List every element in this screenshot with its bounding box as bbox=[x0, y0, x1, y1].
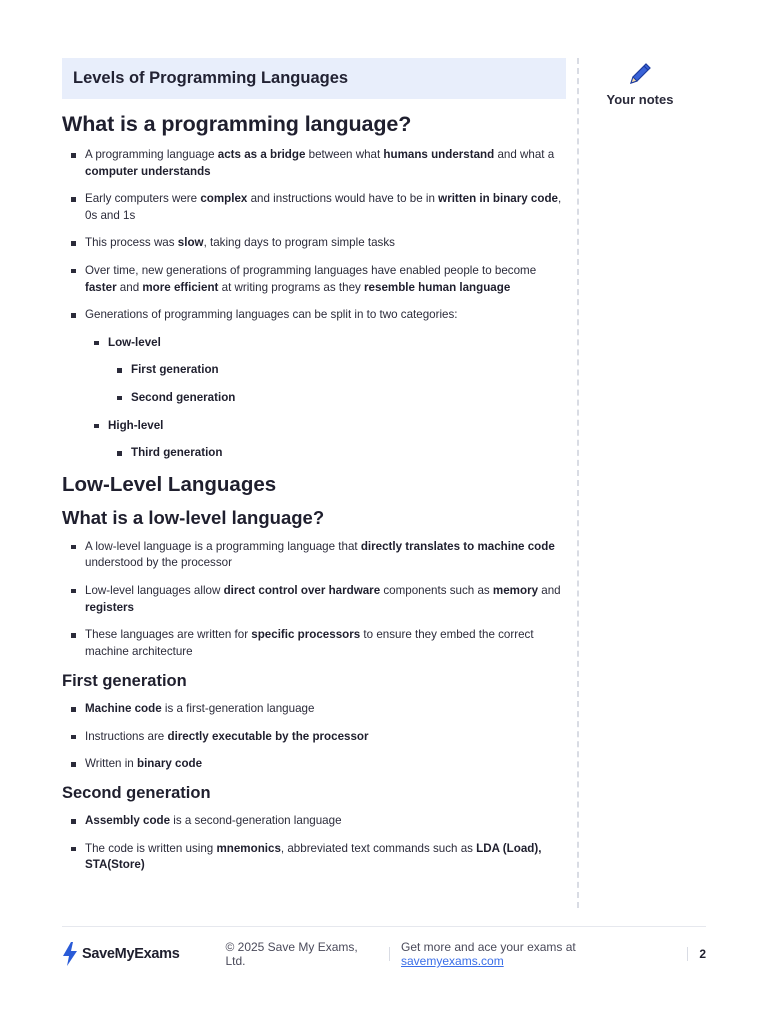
list-item: The code is written using mnemonics, abbreviated text commands such as LDA (Load), STA(Store) bbox=[62, 841, 566, 874]
list-item: Generations of programming languages can be split in to two categories: bbox=[62, 307, 566, 324]
page-footer bbox=[62, 940, 706, 968]
footer-divider bbox=[62, 926, 706, 927]
cta-text: Get more and ace your exams at bbox=[401, 940, 576, 954]
generation-item: First generation bbox=[62, 362, 566, 379]
list-item: Early computers were complex and instructions would have to be in written in binary code, 0s and 1s bbox=[62, 191, 566, 224]
list-item: Over time, new generations of programming languages have enabled people to become faster and more efficient at writing programs as they resemble human language bbox=[62, 263, 566, 296]
heading-what-is-programming-language: What is a programming language? bbox=[62, 112, 412, 136]
copyright-text: © 2025 Save My Exams, Ltd. bbox=[225, 940, 358, 968]
heading-what-is-low-level: What is a low-level language? bbox=[62, 506, 325, 528]
pencil-icon bbox=[626, 60, 654, 88]
list-item: A programming language acts as a bridge between what humans understand and what a computer understands bbox=[62, 147, 566, 180]
content-column bbox=[62, 58, 566, 885]
list-item: Assembly code is a second-generation language bbox=[62, 813, 566, 830]
generation-item: Third generation bbox=[62, 445, 566, 462]
footer-separator bbox=[687, 947, 688, 961]
intro-list bbox=[62, 147, 566, 324]
heading-low-level-languages: Low-Level Languages bbox=[62, 472, 277, 496]
brand-logo[interactable] bbox=[62, 942, 179, 966]
category-item: Low-level bbox=[62, 335, 566, 352]
generation-item: Second generation bbox=[62, 390, 566, 407]
categories-list bbox=[62, 335, 566, 462]
footer-cta bbox=[401, 940, 676, 968]
list-item: Low-level languages allow direct control over hardware components such as memory and registers bbox=[62, 583, 566, 616]
page-number: 2 bbox=[699, 947, 706, 961]
list-item: Written in binary code bbox=[62, 756, 566, 773]
topic-banner bbox=[62, 58, 566, 99]
list-item: A low-level language is a programming language that directly translates to machine code understood by the processor bbox=[62, 539, 566, 572]
low-level-list bbox=[62, 539, 566, 661]
list-item: Machine code is a first-generation language bbox=[62, 701, 566, 718]
list-item: Instructions are directly executable by the processor bbox=[62, 729, 566, 746]
notes-divider bbox=[577, 58, 579, 908]
brand-name: SaveMyExams bbox=[82, 946, 180, 962]
lightning-bolt-icon bbox=[62, 942, 78, 966]
footer-separator bbox=[389, 947, 390, 961]
first-generation-list bbox=[62, 701, 566, 773]
second-generation-list bbox=[62, 813, 566, 874]
your-notes-label: Your notes bbox=[606, 92, 674, 107]
heading-first-generation: First generation bbox=[62, 672, 187, 691]
savemyexams-link[interactable]: savemyexams.com bbox=[401, 954, 504, 968]
your-notes-panel[interactable] bbox=[600, 60, 680, 107]
heading-second-generation: Second generation bbox=[62, 784, 211, 803]
list-item: These languages are written for specific processors to ensure they embed the correct machine architecture bbox=[62, 627, 566, 660]
topic-title: Levels of Programming Languages bbox=[73, 69, 349, 87]
list-item: This process was slow, taking days to program simple tasks bbox=[62, 235, 566, 252]
category-item: High-level bbox=[62, 418, 566, 435]
